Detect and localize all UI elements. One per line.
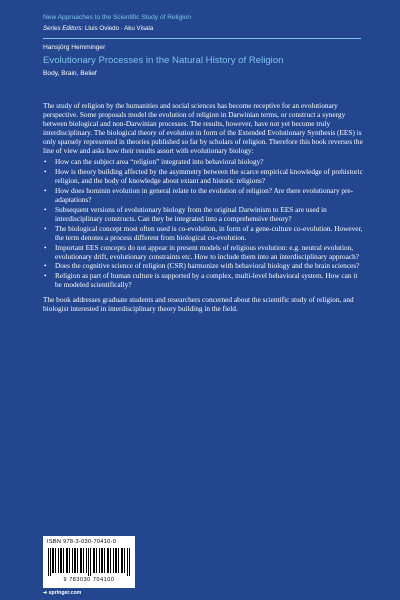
bullet-icon: • bbox=[44, 271, 47, 281]
author: Hansjörg Hemminger bbox=[43, 44, 106, 51]
series-editors bbox=[43, 25, 153, 32]
bullet-icon: • bbox=[44, 157, 47, 167]
list-item: • How can the subject area “religion” integrated into behavioral biology? bbox=[44, 157, 264, 167]
book-subtitle: Body, Brain, Belief bbox=[43, 70, 97, 77]
barcode bbox=[43, 536, 135, 588]
question-list bbox=[43, 158, 365, 290]
barcode-digits: 9 783030 704100 bbox=[63, 577, 115, 583]
bullet-icon: • bbox=[44, 186, 47, 196]
list-item: • How is theory building affected by the asymmetry between the scarce empirical knowledge of prehistoric religion, and the body of knowledge about extant and historic religions? bbox=[44, 167, 363, 186]
bullet-icon: • bbox=[44, 167, 47, 177]
book-title: Evolutionary Processes in the Natural History of Religion bbox=[43, 55, 284, 66]
header-divider bbox=[43, 38, 361, 39]
bullet-icon: • bbox=[44, 204, 47, 214]
barcode-bars bbox=[48, 548, 130, 576]
blurb bbox=[43, 102, 365, 314]
closing-paragraph: The book addresses graduate students and researchers concerned about the scientific study of religion, and biologist interested in interdisciplinary theory building in the field. bbox=[43, 295, 354, 314]
list-item: • Important EES concepts do not appear in present models of religious evolution: e.g. neutral evolution, evolutionary drift, evolutionary constraints etc. How to include them into an interdisciplinary approach? bbox=[44, 242, 359, 261]
list-item: • The biological concept most often used is co-evolution, in form of a gene-culture co-evolution. However, the term denotes a process different from biological co-evolution. bbox=[44, 223, 363, 242]
editors-label: Series Editors: bbox=[43, 25, 84, 32]
bullet-icon: • bbox=[44, 242, 47, 252]
editors-names: Lluis Oviedo · Aku Visala bbox=[84, 25, 154, 32]
bullet-icon: • bbox=[44, 223, 47, 233]
publisher-url: springer.com bbox=[48, 590, 82, 596]
bullet-icon: • bbox=[44, 261, 47, 271]
list-item: • Subsequent versions of evolutionary biology from the original Darwinism to EES are used in interdisciplinary constructs. Can they be integrated into a comprehensive theory? bbox=[44, 204, 327, 223]
list-item: • Does the cognitive science of religion (CSR) harmonize with behavioral biology and the brain sciences? bbox=[44, 261, 360, 271]
isbn-label: ISBN 978-3-030-70410-0 bbox=[47, 539, 117, 545]
publisher-logo[interactable] bbox=[43, 590, 81, 596]
list-item: • Religion as part of human culture is supported by a complex, multi-level behavioral system. How can it be modeled scientifically? bbox=[44, 271, 358, 290]
list-item: • How does hominin evolution in general relate to the evolution of religion? Are there evolutionary pre-adaptations? bbox=[44, 186, 354, 205]
series-title: New Approaches to the Scientific Study of Religion bbox=[43, 14, 192, 21]
intro-paragraph: The study of religion by the humanities and social sciences has become receptive for an evolutionary perspective. Some proposals model the evolution of religion in Darwinian terms, or construct a synergy between biological and non-Darwinian processes. The results, however, have not yet become truly interdisciplinary. The biological theory of evolution in form of the Extended Evolutionary Synthesis (EES) is only sparsely represented in theories published so far by scholars of religion. Therefore this book reverses the line of view and asks how their results assort with evolutionary biology: bbox=[43, 101, 363, 155]
arrow-icon: ➜ bbox=[43, 590, 48, 596]
